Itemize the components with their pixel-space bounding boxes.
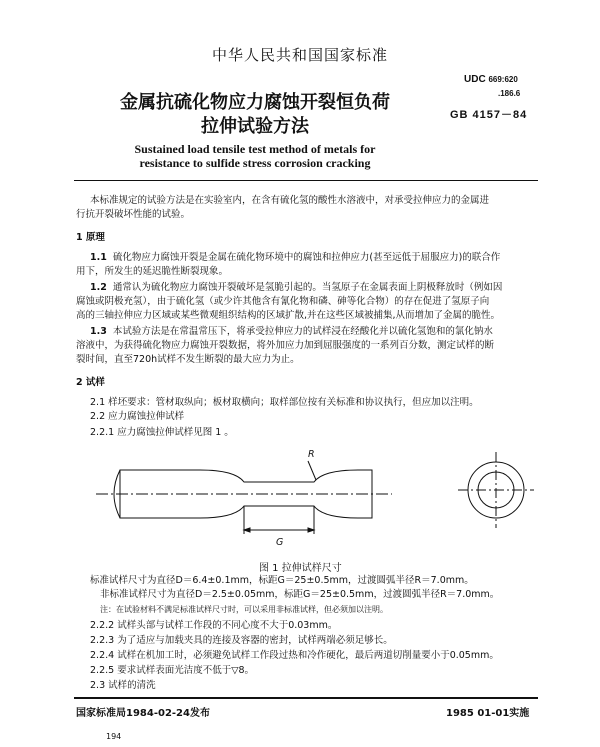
gb-number: GB 4157－84 bbox=[450, 109, 528, 121]
title-cn-line2: 拉伸试验方法 bbox=[201, 116, 309, 137]
title-en-line2: resistance to sulfide stress corrosion cracking bbox=[139, 156, 371, 170]
para-1-1-number: 1.1 bbox=[90, 252, 107, 263]
gauge-label: G bbox=[276, 537, 284, 548]
para-2-2-2: 2.2.2 试样头部与试样工作段的不同心度不大于0.03mm。 bbox=[90, 620, 338, 631]
para-1-3-text: 本试验方法是在常温常压下，将承受拉伸应力的试样浸在经酸化并以硫化氢饱和的氯化钠水 bbox=[112, 326, 493, 337]
page-number: 194 bbox=[106, 732, 122, 741]
footer-issue: 国家标准局1984-02-24发布 bbox=[76, 708, 210, 719]
para-1-1-text: 硫化物应力腐蚀开裂是金属在硫化物环境中的腐蚀和拉伸应力(甚至远低于屈服应力)的联合作 bbox=[112, 252, 501, 263]
radius-label: R bbox=[308, 449, 315, 460]
spec-nonstandard: 非标准试样尺寸为直径D＝2.5±0.05mm，标距G＝25±0.5mm，过渡圆弧半径R＝7.0mm。 bbox=[100, 589, 500, 600]
para-1-2-number: 1.2 bbox=[90, 282, 107, 293]
intro-line1: 本标准规定的试验方法是在实验室内，在含有硫化氢的酸性水溶液中，对承受拉伸应力的金属进 bbox=[90, 195, 490, 206]
footer-effective: 1985 01-01实施 bbox=[446, 708, 530, 719]
spec-standard: 标准试样尺寸为直径D＝6.4±0.1mm，标距G＝25±0.5mm，过渡圆弧半径R＝7.0mm。 bbox=[90, 575, 474, 586]
para-2-3: 2.3 试样的清洗 bbox=[90, 680, 156, 691]
para-1-2-line3: 高的三轴拉伸应力区域或某些微观组织结构的区域扩散,并在这些区域被捕集,从而增加了金属的脆性。 bbox=[76, 310, 501, 321]
intro-line2: 行抗开裂破坏性能的试验。 bbox=[76, 209, 191, 220]
section-1-heading: 1 原理 bbox=[76, 232, 105, 243]
figure-caption: 图 1 拉伸试样尺寸 bbox=[259, 563, 342, 574]
footer-rule bbox=[74, 697, 538, 699]
title-cn-line1: 金属抗硫化物应力腐蚀开裂恒负荷 bbox=[120, 92, 390, 113]
para-2-2-3: 2.2.3 为了适应与加载夹具的连接及容器的密封，试样两端必须足够长。 bbox=[90, 635, 393, 646]
para-2-2-5: 2.2.5 要求试样表面光洁度不低于▽8。 bbox=[90, 665, 255, 676]
para-2-2: 2.2 应力腐蚀拉伸试样 bbox=[90, 411, 185, 422]
udc-label: UDC bbox=[464, 74, 486, 85]
para-2-2-1: 2.2.1 应力腐蚀拉伸试样见图 1 。 bbox=[90, 427, 234, 438]
para-1-1-line2: 用下，所发生的延迟脆性断裂现象。 bbox=[76, 266, 229, 277]
para-1-3-line2: 溶液中，为获得硫化物应力腐蚀开裂数据，将外加应力加到屈服强度的一系列百分数，测定试样的断 bbox=[76, 340, 495, 351]
section-2-heading: 2 试样 bbox=[76, 377, 105, 388]
title-en-line1: Sustained load tensile test method of metals for bbox=[134, 142, 376, 156]
para-2-2-4: 2.2.4 试样在机加工时，必须避免试样工作段过热和冷作硬化，最后两道切削量要小于0.05mm。 bbox=[90, 650, 499, 661]
spec-note: 注：在试验材料不满足标准试样尺寸时，可以采用非标准试样，但必须加以注明。 bbox=[100, 605, 388, 614]
para-2-1: 2.1 样坯要求：管材取纵向；板材取横向；取样部位按有关标准和协议执行，但应加以注明。 bbox=[90, 397, 479, 408]
para-1-2-text: 通常认为硫化物应力腐蚀开裂破坏是氢脆引起的。当氢原子在金属表面上阴极释放时（例如因 bbox=[112, 282, 503, 293]
para-1-3-line3: 裂时间，直至720h试样不发生断裂的最大应力为止。 bbox=[76, 354, 300, 365]
para-1-3-number: 1.3 bbox=[90, 326, 107, 337]
para-1-2-line2: 腐蚀或阴极充氢），由于硫化氢（或少许其他含有氰化物和磷、砷等化合物）的存在促进了氢原子向 bbox=[76, 296, 490, 307]
udc-value2: .186.6 bbox=[498, 89, 521, 98]
gauge-arrow-left bbox=[244, 528, 250, 532]
gauge-arrow-right bbox=[308, 528, 314, 532]
standard-org-header: 中华人民共和国国家标准 bbox=[211, 46, 388, 64]
radius-leader bbox=[308, 461, 316, 480]
udc-value1: 669:620 bbox=[488, 75, 518, 84]
